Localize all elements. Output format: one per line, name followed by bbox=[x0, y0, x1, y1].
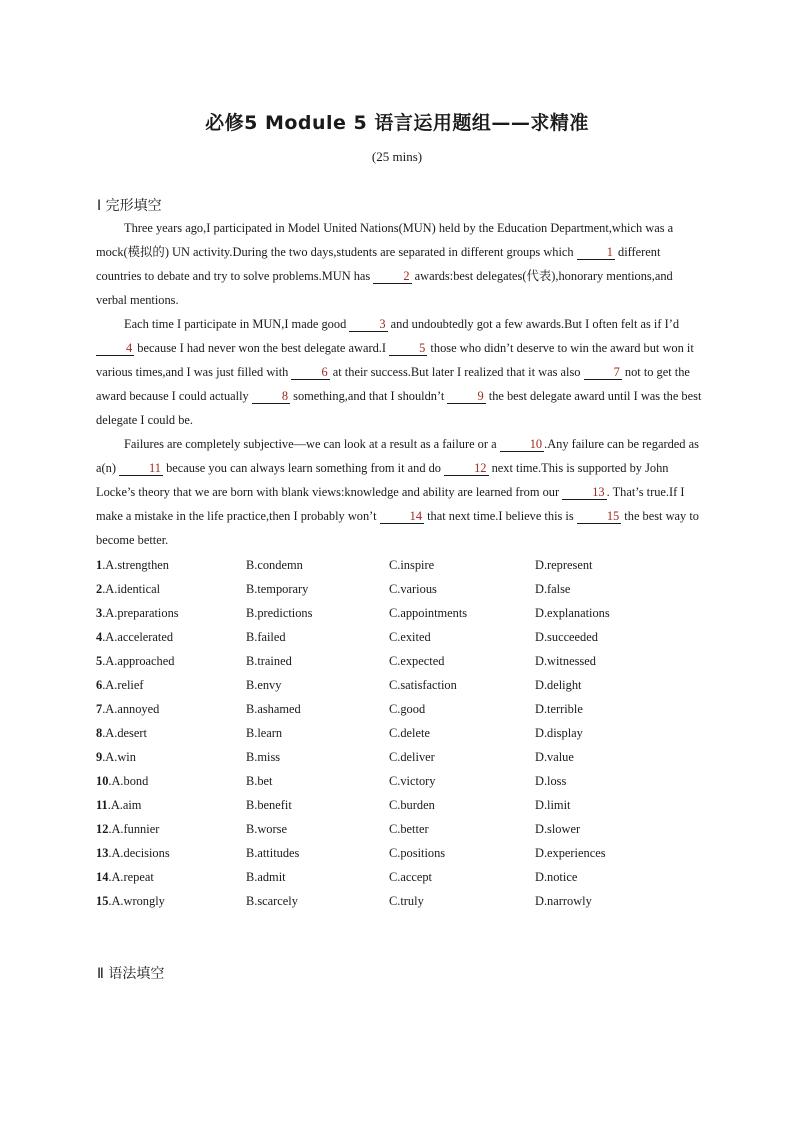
option-b[interactable]: B.envy bbox=[246, 678, 282, 692]
passage-text: those who didn’t deserve to win the award but won it various times,and I was just filled with bbox=[96, 341, 694, 379]
option-b[interactable]: B.trained bbox=[246, 654, 292, 668]
option-a[interactable] bbox=[96, 721, 147, 745]
cloze-blank[interactable]: 3 bbox=[349, 317, 387, 332]
question-number: 11 bbox=[96, 798, 108, 812]
option-a-text: .A.bond bbox=[108, 774, 149, 788]
option-c[interactable]: C.victory bbox=[389, 774, 436, 788]
option-a[interactable] bbox=[96, 601, 179, 625]
option-a[interactable] bbox=[96, 625, 173, 649]
question-row bbox=[96, 889, 716, 913]
option-c[interactable]: C.deliver bbox=[389, 750, 435, 764]
option-b[interactable]: B.miss bbox=[246, 750, 281, 764]
section-cloze-heading: Ⅰ 完形填空 bbox=[97, 198, 162, 214]
option-c[interactable]: C.appointments bbox=[389, 606, 468, 620]
question-number: 8 bbox=[96, 726, 103, 740]
option-a-text: .A.wrongly bbox=[108, 894, 165, 908]
option-d[interactable]: D.succeeded bbox=[535, 630, 598, 644]
passage-text: awards:best delegates(代表),honorary mentions,and verbal mentions. bbox=[96, 269, 673, 307]
option-a-text: .A.funnier bbox=[108, 822, 160, 836]
option-a[interactable] bbox=[96, 697, 159, 721]
section-grammar-heading: Ⅱ 语法填空 bbox=[97, 966, 165, 982]
cloze-passage bbox=[96, 216, 706, 552]
option-c[interactable]: C.satisfaction bbox=[389, 678, 457, 692]
option-c[interactable]: C.good bbox=[389, 702, 426, 716]
option-c[interactable]: C.expected bbox=[389, 654, 445, 668]
passage-text: that next time.I believe this is bbox=[424, 509, 577, 523]
cloze-blank[interactable]: 1 bbox=[577, 245, 615, 260]
option-c[interactable]: C.accept bbox=[389, 870, 432, 884]
question-row bbox=[96, 601, 716, 625]
option-a[interactable] bbox=[96, 841, 170, 865]
option-d[interactable]: D.represent bbox=[535, 558, 593, 572]
cloze-blank[interactable]: 4 bbox=[96, 341, 134, 356]
question-number: 14 bbox=[96, 870, 109, 884]
passage-paragraph bbox=[96, 312, 706, 432]
option-a-text: .A.relief bbox=[102, 678, 144, 692]
option-a[interactable] bbox=[96, 577, 160, 601]
option-d[interactable]: D.limit bbox=[535, 798, 571, 812]
option-a[interactable] bbox=[96, 649, 174, 673]
question-row bbox=[96, 577, 716, 601]
passage-paragraph bbox=[96, 216, 706, 312]
passage-text: .Any failure can be regarded as a(n) bbox=[96, 437, 699, 475]
option-a[interactable] bbox=[96, 553, 169, 577]
cloze-blank[interactable]: 12 bbox=[444, 461, 488, 476]
option-d[interactable]: D.experiences bbox=[535, 846, 606, 860]
passage-text: at their success.But later I realized that it was also bbox=[329, 365, 584, 379]
passage-text: and undoubtedly got a few awards.But I often felt as if I’d bbox=[387, 317, 680, 331]
option-a-text: .A.strengthen bbox=[102, 558, 169, 572]
option-b[interactable]: B.temporary bbox=[246, 582, 309, 596]
option-d[interactable]: D.explanations bbox=[535, 606, 610, 620]
option-a[interactable] bbox=[96, 817, 159, 841]
option-a-text: .A.accelerated bbox=[102, 630, 174, 644]
option-d[interactable]: D.slower bbox=[535, 822, 581, 836]
option-a-text: .A.annoyed bbox=[102, 702, 160, 716]
option-a[interactable] bbox=[96, 865, 154, 889]
passage-text: . That’s true.If I make a mistake in the life practice,then I probably won’t bbox=[96, 485, 685, 523]
option-c[interactable]: C.positions bbox=[389, 846, 446, 860]
passage-text: because I had never won the best delegate award.I bbox=[134, 341, 390, 355]
cloze-blank[interactable]: 2 bbox=[373, 269, 411, 284]
cloze-blank[interactable]: 9 bbox=[447, 389, 485, 404]
option-d[interactable]: D.terrible bbox=[535, 702, 583, 716]
cloze-blank[interactable]: 5 bbox=[389, 341, 427, 356]
option-a-text: .A.win bbox=[102, 750, 136, 764]
option-b[interactable]: B.attitudes bbox=[246, 846, 300, 860]
option-b[interactable]: B.predictions bbox=[246, 606, 313, 620]
question-number: 2 bbox=[96, 582, 103, 596]
option-a-text: .A.desert bbox=[102, 726, 147, 740]
option-c[interactable]: C.truly bbox=[389, 894, 424, 908]
option-b[interactable]: B.failed bbox=[246, 630, 286, 644]
option-c[interactable]: C.exited bbox=[389, 630, 431, 644]
passage-text: different countries to debate and try to solve problems.MUN has bbox=[96, 245, 661, 283]
option-c[interactable]: C.better bbox=[389, 822, 429, 836]
option-a[interactable] bbox=[96, 769, 148, 793]
option-b[interactable]: B.condemn bbox=[246, 558, 303, 572]
question-number: 7 bbox=[96, 702, 103, 716]
option-b[interactable]: B.worse bbox=[246, 822, 287, 836]
passage-text: Three years ago,I participated in Model United Nations(MUN) held by the Education Department,which was a mock(模拟的) UN activity.During the two days,students are separated in different groups which bbox=[96, 221, 674, 259]
question-row bbox=[96, 865, 716, 889]
question-row bbox=[96, 553, 716, 577]
passage-text: the best way to become better. bbox=[96, 509, 699, 547]
cloze-blank[interactable]: 7 bbox=[584, 365, 622, 380]
option-a[interactable] bbox=[96, 673, 143, 697]
question-number: 5 bbox=[96, 654, 103, 668]
option-a[interactable] bbox=[96, 793, 141, 817]
option-d[interactable]: D.display bbox=[535, 726, 583, 740]
option-d[interactable]: D.value bbox=[535, 750, 574, 764]
question-row bbox=[96, 793, 716, 817]
passage-text: something,and that I shouldn’t bbox=[290, 389, 448, 403]
passage-text: the best delegate award until I was the best delegate I could be. bbox=[96, 389, 702, 427]
question-number: 10 bbox=[96, 774, 109, 788]
question-row bbox=[96, 673, 716, 697]
question-row bbox=[96, 769, 716, 793]
option-b[interactable]: B.admit bbox=[246, 870, 286, 884]
question-number: 9 bbox=[96, 750, 103, 764]
option-a-text: .A.approached bbox=[102, 654, 175, 668]
option-d[interactable]: D.notice bbox=[535, 870, 578, 884]
question-number: 12 bbox=[96, 822, 109, 836]
option-a-text: .A.identical bbox=[102, 582, 161, 596]
question-row bbox=[96, 841, 716, 865]
option-c[interactable]: C.burden bbox=[389, 798, 435, 812]
cloze-blank[interactable]: 6 bbox=[291, 365, 329, 380]
option-c[interactable]: C.delete bbox=[389, 726, 430, 740]
option-b[interactable]: B.scarcely bbox=[246, 894, 298, 908]
option-d[interactable]: D.narrowly bbox=[535, 894, 592, 908]
question-row bbox=[96, 649, 716, 673]
option-a[interactable] bbox=[96, 745, 136, 769]
cloze-blank[interactable]: 13 bbox=[562, 485, 606, 500]
passage-text: Each time I participate in MUN,I made good bbox=[124, 317, 350, 331]
question-number: 4 bbox=[96, 630, 103, 644]
passage-text: because you can always learn something from it and do bbox=[162, 461, 445, 475]
question-number: 13 bbox=[96, 846, 109, 860]
cloze-blank[interactable]: 8 bbox=[252, 389, 290, 404]
question-number: 3 bbox=[96, 606, 103, 620]
question-row bbox=[96, 817, 716, 841]
option-b[interactable]: B.learn bbox=[246, 726, 283, 740]
option-c[interactable]: C.various bbox=[389, 582, 437, 596]
cloze-blank[interactable]: 15 bbox=[577, 509, 621, 524]
question-row bbox=[96, 745, 716, 769]
option-d[interactable]: D.loss bbox=[535, 774, 567, 788]
option-b[interactable]: B.bet bbox=[246, 774, 273, 788]
option-d[interactable]: D.delight bbox=[535, 678, 582, 692]
question-number: 15 bbox=[96, 894, 109, 908]
passage-paragraph bbox=[96, 432, 706, 552]
time-limit: (25 mins) bbox=[371, 149, 423, 164]
passage-text: next time.This is supported by John Locke’s theory that we are born with blank views:knowledge and ability are learned from our bbox=[96, 461, 669, 499]
option-a-text: .A.preparations bbox=[102, 606, 179, 620]
page-title: 必修5 Module 5 语言运用题组——求精准 bbox=[205, 112, 589, 134]
question-number: 1 bbox=[96, 558, 103, 572]
question-row bbox=[96, 625, 716, 649]
option-a[interactable] bbox=[96, 889, 165, 913]
option-d[interactable]: D.witnessed bbox=[535, 654, 596, 668]
cloze-blank[interactable]: 11 bbox=[119, 461, 163, 476]
option-b[interactable]: B.benefit bbox=[246, 798, 292, 812]
option-c[interactable]: C.inspire bbox=[389, 558, 435, 572]
question-row bbox=[96, 697, 716, 721]
option-d[interactable]: D.false bbox=[535, 582, 571, 596]
passage-text: Failures are completely subjective—we can look at a result as a failure or a bbox=[124, 437, 500, 451]
cloze-blank[interactable]: 14 bbox=[380, 509, 424, 524]
passage-text: not to get the award because I could actually bbox=[96, 365, 690, 403]
option-a-text: .A.decisions bbox=[108, 846, 170, 860]
cloze-blank[interactable]: 10 bbox=[500, 437, 544, 452]
question-row bbox=[96, 721, 716, 745]
question-number: 6 bbox=[96, 678, 103, 692]
option-b[interactable]: B.ashamed bbox=[246, 702, 301, 716]
option-a-text: .A.aim bbox=[107, 798, 142, 812]
cloze-options-list bbox=[96, 553, 716, 913]
option-a-text: .A.repeat bbox=[108, 870, 154, 884]
